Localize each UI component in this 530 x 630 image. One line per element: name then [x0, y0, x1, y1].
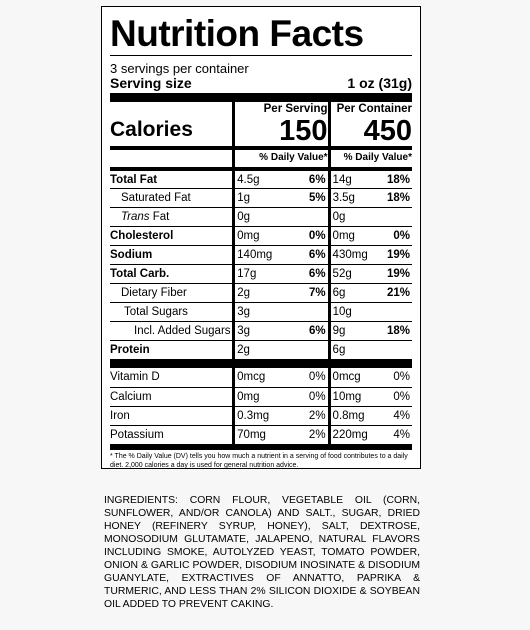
- per-serving-cell: [232, 284, 327, 302]
- daily-value-footnote: * The % Daily Value (DV) tells you how much a nutrient in a serving of food contributes to a daily diet. 2,000 calories a day is used for general nutrition advice.: [110, 453, 408, 469]
- amount: 70mg: [237, 429, 266, 441]
- daily-value-percent: 4%: [393, 429, 411, 441]
- amount: 0mg: [332, 230, 355, 242]
- daily-value-percent: 18%: [386, 192, 410, 204]
- nutrient-name: Total Carb.: [110, 268, 170, 280]
- nutrient-name-rest: Fat: [149, 211, 170, 223]
- serving-size-value: 1 oz (31g): [347, 75, 412, 91]
- daily-value-percent: 19%: [386, 249, 411, 261]
- amount: 3.5g: [332, 192, 355, 204]
- daily-value-percent: 0%: [308, 230, 326, 242]
- per-container-cell: [328, 284, 412, 302]
- micronutrient-rows: [110, 368, 412, 444]
- nutrient-row: [110, 283, 412, 302]
- thick-divider: [110, 93, 412, 102]
- nutrient-row: [110, 387, 412, 406]
- nutrient-row: [110, 368, 412, 387]
- per-serving-cell: [232, 246, 327, 264]
- amount: 2g: [237, 344, 250, 356]
- daily-value-header-row: [110, 146, 412, 167]
- nutrient-row: [110, 406, 412, 425]
- per-serving-cell: [232, 265, 327, 283]
- per-serving-cell: [232, 388, 327, 406]
- per-serving-cell: [232, 407, 327, 425]
- nutrient-row: [110, 188, 412, 207]
- nutrient-name: Potassium: [110, 429, 164, 441]
- per-container-cell: [328, 341, 412, 359]
- nutrient-row: [110, 321, 412, 340]
- daily-value-percent: 0%: [308, 391, 326, 403]
- daily-value-percent: 4%: [393, 410, 411, 422]
- per-container-cell: [328, 265, 412, 283]
- per-container-cell: [328, 322, 412, 340]
- nutrient-name: Total Fat: [110, 174, 158, 186]
- per-container-cell: [328, 208, 412, 226]
- amount: 2g: [237, 287, 250, 299]
- ingredients-text: INGREDIENTS: CORN FLOUR, VEGETABLE OIL (CORN, SUNFLOWER, AND/OR CANOLA) AND SALT., SUGAR, DRIED HONEY (REFINERY SYRUP, HONEY), SALT, DEXTROSE, MONOSODIUM GLUTAMATE, JALAPENO, NATURAL FLAVORS INCLUDING SMOKE, AUTOLYZED YEAST, TOMATO POWDER, ONION & GARLIC POWDER, DISODIUM INOSINATE & DISODIUM GUANYLATE, EXTRACTIVES OF ANNATTO, PAPRIKA & TURMERIC, AND LESS THAN 2% SILICON DIOXIDE & SOYBEAN OIL ADDED TO PREVENT CAKING.: [104, 495, 420, 610]
- serving-size-row: [110, 76, 412, 91]
- label-title: Nutrition Facts: [110, 13, 364, 54]
- daily-value-percent: 19%: [386, 268, 411, 280]
- per-container-cell: [328, 246, 412, 264]
- daily-value-percent: 6%: [308, 249, 326, 261]
- nutrient-name: Saturated Fat: [121, 192, 191, 204]
- amount: 1g: [237, 192, 250, 204]
- daily-value-percent: 21%: [386, 287, 410, 299]
- daily-value-percent: 7%: [308, 287, 326, 299]
- calories-label: Calories: [110, 118, 193, 141]
- amount: 0g: [237, 211, 250, 223]
- per-serving-column: [232, 102, 327, 146]
- per-container-cell: [328, 368, 412, 387]
- amount: 430mg: [332, 249, 368, 261]
- per-serving-cell: [232, 426, 327, 444]
- nutrient-name-italic: Trans: [121, 211, 150, 223]
- dv-header-serving: % Daily Value*: [232, 150, 327, 167]
- per-container-cell: [328, 189, 412, 207]
- amount: 0mg: [237, 391, 260, 403]
- daily-value-percent: 2%: [308, 429, 326, 441]
- daily-value-percent: 0%: [393, 371, 411, 383]
- amount: 6g: [332, 287, 346, 299]
- servings-per-container: 3 servings per container: [110, 61, 249, 76]
- calories-per-container: 450: [363, 115, 413, 147]
- nutrient-row: [110, 167, 412, 188]
- amount: 9g: [332, 325, 346, 337]
- daily-value-percent: 0%: [393, 230, 411, 242]
- nutrient-name: Iron: [110, 410, 130, 422]
- nutrient-name: Protein: [110, 344, 150, 356]
- per-container-cell: [328, 303, 412, 321]
- daily-value-percent: 5%: [308, 192, 326, 204]
- daily-value-percent: 6%: [308, 325, 326, 337]
- per-container-cell: [328, 426, 412, 444]
- nutrient-name: Incl. Added Sugars: [134, 325, 231, 337]
- serving-size-label: Serving size: [110, 75, 192, 91]
- nutrient-name: Calcium: [110, 391, 152, 403]
- amount: 6g: [332, 344, 346, 356]
- amount: 52g: [332, 268, 352, 280]
- per-serving-cell: [232, 208, 327, 226]
- amount: 0g: [332, 211, 346, 223]
- amount: 0.8mg: [332, 410, 365, 422]
- per-container-header: Per Container: [336, 103, 413, 115]
- nutrient-row: [110, 226, 412, 245]
- nutrient-name: Total Sugars: [124, 306, 188, 318]
- per-serving-cell: [232, 189, 327, 207]
- per-serving-cell: [232, 368, 327, 387]
- dv-header-container: % Daily Value*: [328, 150, 412, 167]
- amount: 220mg: [332, 429, 368, 441]
- amount: 0mg: [237, 230, 260, 242]
- per-container-column: [328, 102, 412, 146]
- daily-value-percent: 0%: [393, 391, 411, 403]
- title-divider: [110, 55, 412, 56]
- amount: 17g: [237, 268, 257, 280]
- amount: 3g: [237, 306, 250, 318]
- nutrient-name: [110, 208, 232, 226]
- per-container-cell: [328, 388, 412, 406]
- nutrient-name: Sodium: [110, 249, 153, 261]
- daily-value-percent: 6%: [308, 174, 326, 186]
- nutrient-name: Cholesterol: [110, 230, 174, 242]
- amount: 4.5g: [237, 174, 260, 186]
- nutrient-name: Vitamin D: [110, 371, 160, 383]
- calories-per-serving: 150: [279, 115, 328, 147]
- daily-value-percent: 18%: [386, 325, 410, 337]
- amount: 0mcg: [237, 371, 266, 383]
- amount: 0.3mg: [237, 410, 270, 422]
- amount: 0mcg: [332, 371, 361, 383]
- nutrient-row: [110, 425, 412, 444]
- nutrient-name: Dietary Fiber: [121, 287, 187, 299]
- amount: 14g: [332, 174, 352, 186]
- daily-value-percent: 0%: [308, 371, 326, 383]
- nutrient-row: [110, 264, 412, 283]
- per-container-cell: [328, 171, 412, 188]
- amount: 140mg: [237, 249, 273, 261]
- daily-value-percent: 6%: [308, 268, 326, 280]
- nutrient-row: [110, 302, 412, 321]
- daily-value-percent: 18%: [386, 174, 411, 186]
- per-serving-cell: [232, 303, 327, 321]
- per-container-cell: [328, 407, 412, 425]
- per-serving-cell: [232, 322, 327, 340]
- nutrient-row: [110, 207, 412, 226]
- nutrient-rows: [110, 167, 412, 359]
- amount: 10g: [332, 306, 352, 318]
- per-serving-cell: [232, 227, 327, 245]
- per-serving-cell: [232, 171, 327, 188]
- amount: 10mg: [332, 391, 362, 403]
- nutrient-row: [110, 340, 412, 359]
- per-serving-cell: [232, 341, 327, 359]
- per-serving-header: Per Serving: [263, 103, 328, 115]
- thick-divider-vitamins: [110, 359, 412, 368]
- calories-block: [110, 102, 412, 146]
- daily-value-percent: 2%: [308, 410, 326, 422]
- nutrient-row: [110, 245, 412, 264]
- per-container-cell: [328, 227, 412, 245]
- amount: 3g: [237, 325, 251, 337]
- nutrition-facts-label: [101, 6, 421, 469]
